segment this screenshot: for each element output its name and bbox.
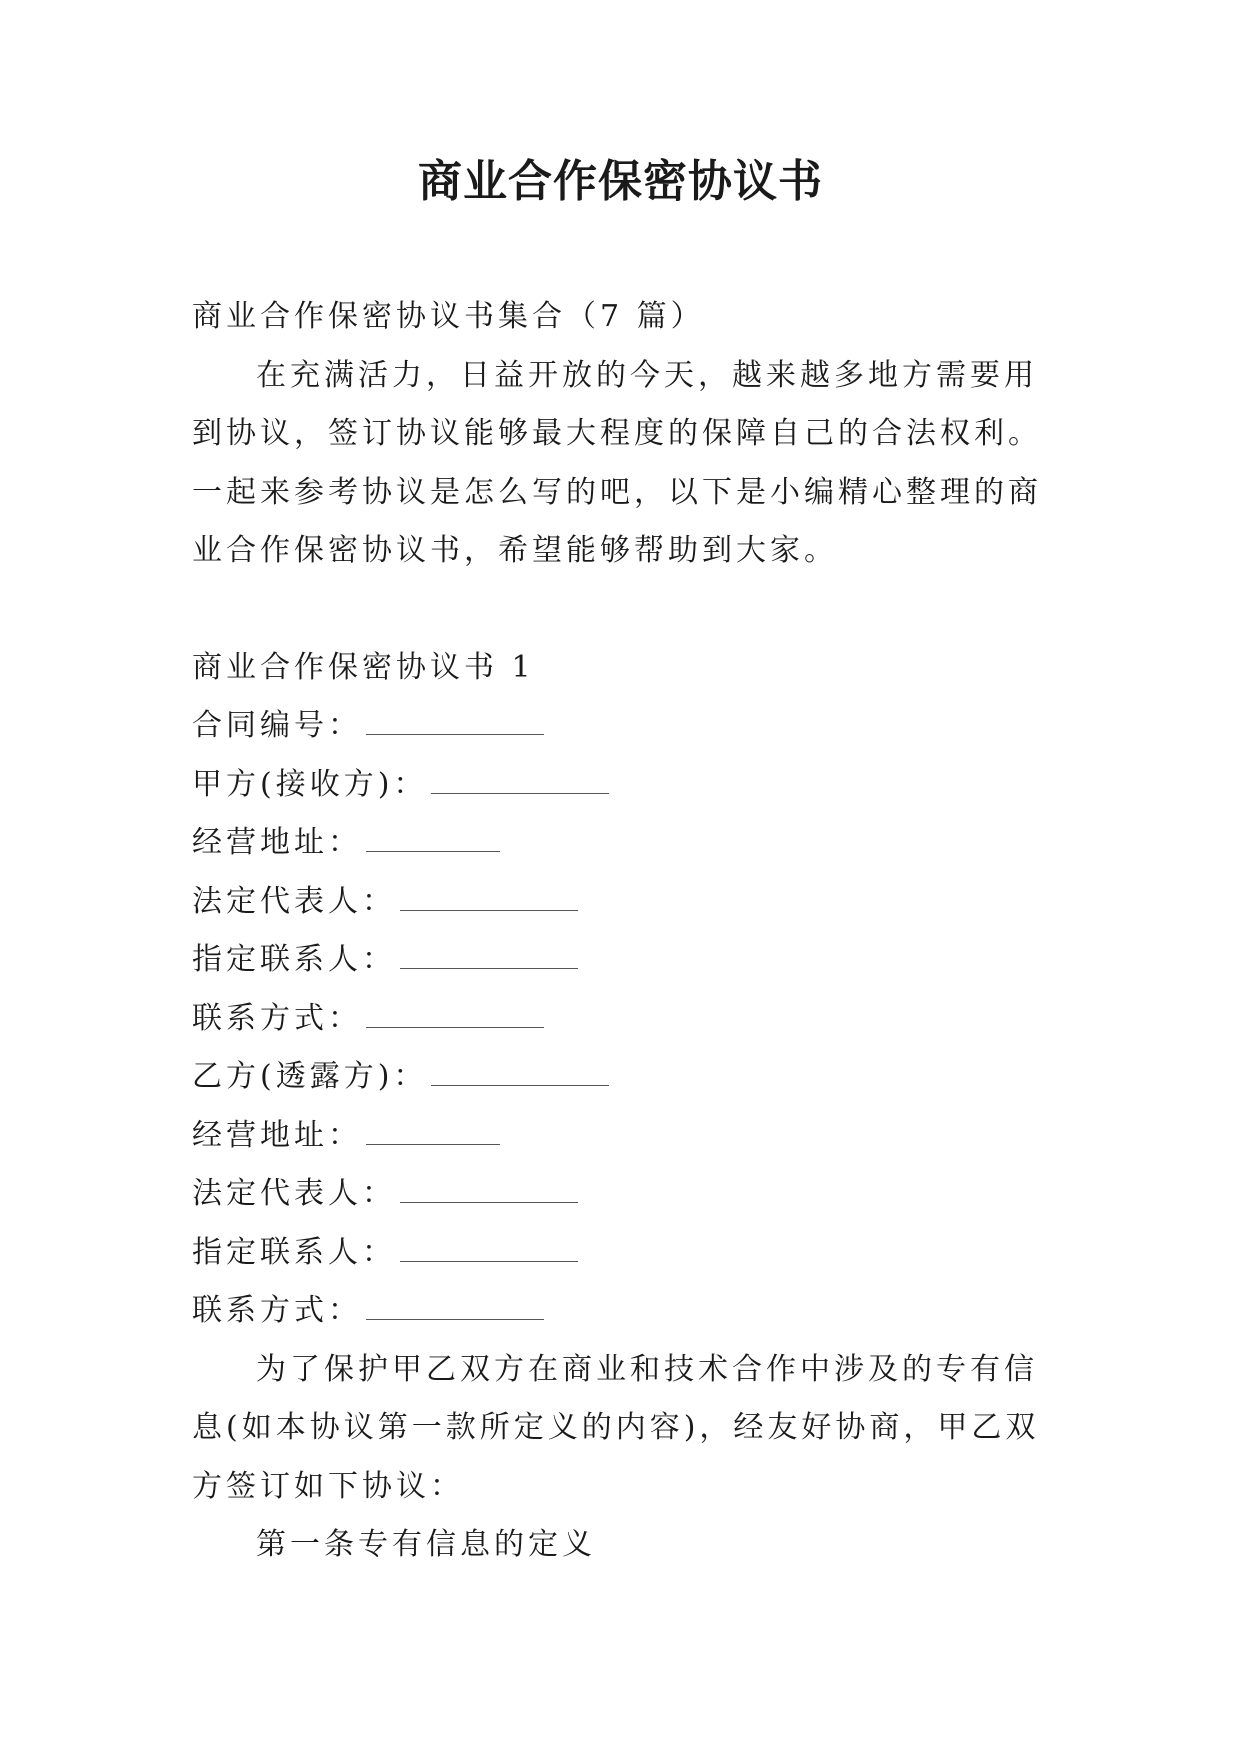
article-1-heading: 第一条专有信息的定义 [256,1527,596,1562]
party-a-legal-rep-field [192,873,1054,932]
field-label: 乙方(透露方)： [192,1059,428,1094]
party-a-contact-person-blank[interactable] [400,946,578,969]
contract-number-blank[interactable] [366,712,544,735]
document-title: 商业合作保密协议书 [418,156,823,207]
collection-heading: 商业合作保密协议书集合（7 篇） [192,299,705,334]
party-b-field [192,1048,1054,1107]
preamble-paragraph: 为了保护甲乙双方在商业和技术合作中涉及的专有信息(如本协议第一款所定义的内容)，经友好协商，甲乙双方签订如下协议： [192,1351,1040,1504]
party-a-address-field [192,814,1054,873]
party-a-field [192,756,1054,815]
party-a-legal-rep-blank[interactable] [400,888,578,911]
field-label: 联系方式： [192,1000,362,1036]
intro-paragraph: 在充满活力，日益开放的今天，越来越多地方需要用到协议，签订协议能够最大程度的保障自己的合法权利。一起来参考协议是怎么写的吧，以下是小编精心整理的商业合作保密协议书，希望能够帮助到大家。 [192,357,1042,568]
field-label: 经营地址： [192,825,362,860]
field-label: 合同编号： [192,708,362,743]
party-a-contact-info-blank[interactable] [366,1005,544,1028]
party-b-contact-person-blank[interactable] [400,1239,578,1262]
party-a-address-blank[interactable] [366,829,500,852]
party-b-legal-rep-blank[interactable] [400,1180,578,1203]
party-b-address-blank[interactable] [366,1122,500,1145]
field-label: 指定联系人： [192,1234,396,1270]
document-body [192,288,1054,1575]
contract-number-field [192,697,1054,756]
party-a-contact-info-field [192,990,1054,1049]
party-b-blank[interactable] [431,1063,609,1086]
field-label: 法定代表人： [192,883,396,919]
field-label: 指定联系人： [192,942,396,977]
party-b-contact-info-blank[interactable] [366,1297,544,1320]
party-b-contact-info-field [192,1282,1054,1341]
party-a-contact-person-field [192,931,1054,990]
paragraph-spacer [192,581,1054,639]
field-label: 法定代表人： [192,1176,396,1211]
party-b-address-field [192,1107,1054,1166]
field-label: 经营地址： [192,1117,362,1153]
field-label: 甲方(接收方)： [192,766,428,802]
party-b-legal-rep-field [192,1165,1054,1224]
party-a-blank[interactable] [431,771,609,794]
field-label: 联系方式： [192,1293,362,1328]
party-b-contact-person-field [192,1224,1054,1283]
section-heading: 商业合作保密协议书 1 [192,649,535,685]
